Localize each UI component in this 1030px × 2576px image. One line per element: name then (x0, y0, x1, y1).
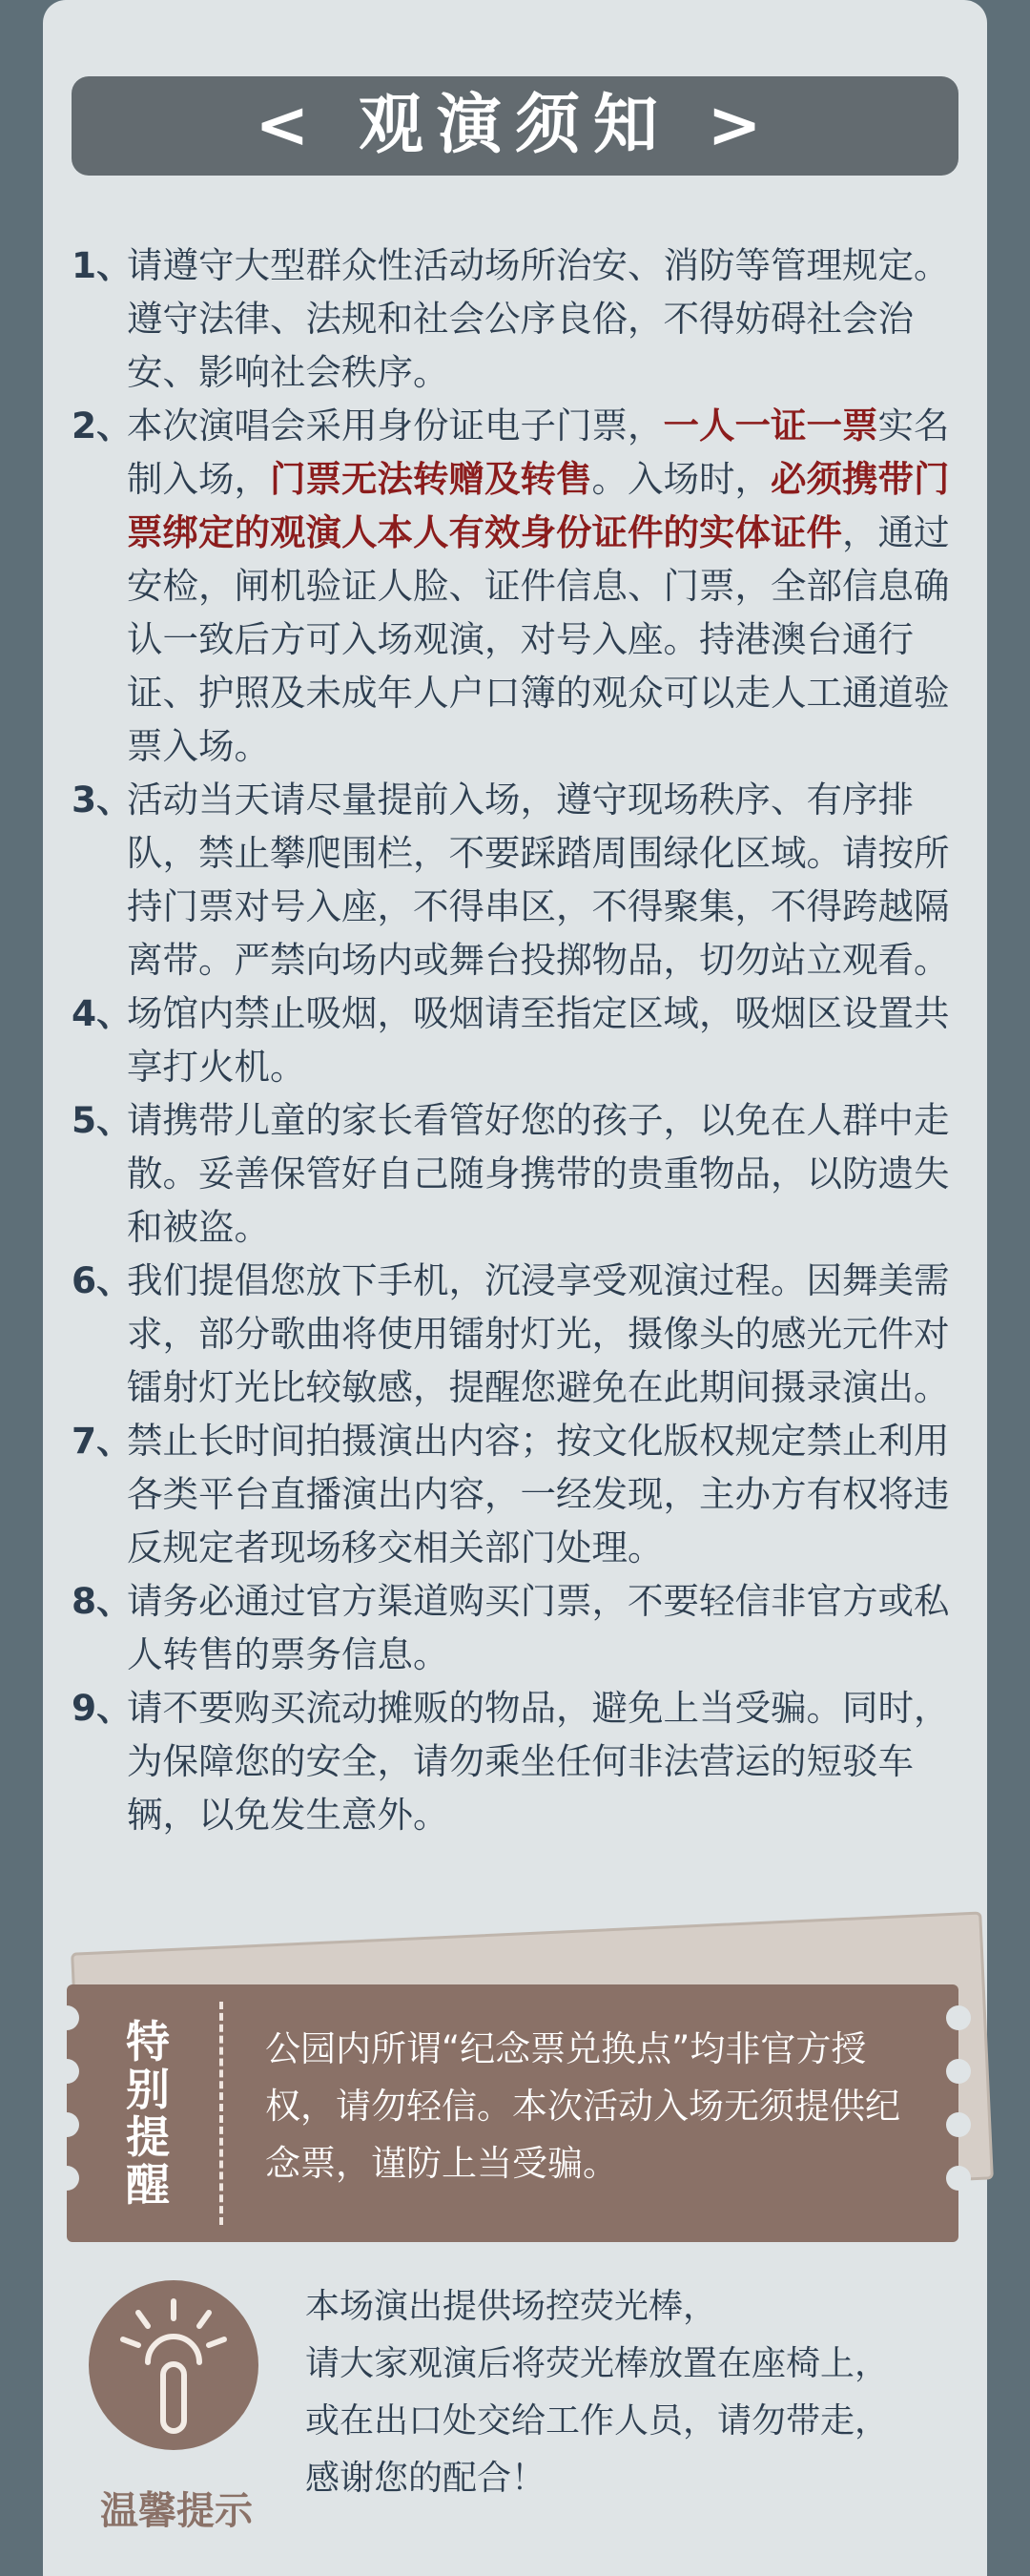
rule-number: 6、 (72, 1259, 133, 1301)
rule-text: 活动当天请尽量提前入场，遵守现场秩序、有序排队，禁止攀爬围栏，不要踩踏周围绿化区域。请按所持门票对号入座，不得串区，不得聚集，不得跨越隔离带。严禁向场内或舞台投掷物品，切勿站立观看。 (127, 779, 950, 981)
rule-text: ，通过安检，闸机验证人脸、证件信息、门票，全部信息确认一致后方可入场观演，对号入座。持港澳台通行证、护照及未成年人户口簿的观众可以走人工通道验票入场。 (127, 511, 950, 767)
stub-char: 提 (126, 2111, 170, 2163)
ticket-notch (54, 2059, 79, 2084)
stub-char: 特 (126, 2016, 170, 2067)
glow-stick-icon (89, 2280, 258, 2450)
rule-highlight: 必须携带门票绑定的观演人本人有效身份证件的实体证件 (127, 458, 950, 553)
ticket-notch (946, 2112, 971, 2137)
rule-item (72, 1414, 963, 1574)
ticket-perforation (219, 2002, 223, 2225)
rule-text: 我们提倡您放下手机，沉浸享受观演过程。因舞美需求，部分歌曲将使用镭射灯光，摄像头的感光元件对镭射灯光比较敏感，提醒您避免在此期间摄录演出。 (127, 1259, 950, 1408)
rule-highlight: 一人一证一票 (663, 405, 878, 447)
rule-text: 场馆内禁止吸烟，吸烟请至指定区域，吸烟区设置共享打火机。 (127, 992, 950, 1088)
special-reminder-text: 公园内所谓“纪念票兑换点”均非官方授权，请勿轻信。本次活动入场无须提供纪念票，谨防上当受骗。 (265, 2028, 900, 2184)
ticket-notch (54, 2166, 79, 2191)
rule-text: 禁止长时间拍摄演出内容；按文化版权规定禁止利用各类平台直播演出内容，一经发现，主办方有权将违反规定者现场移交相关部门处理。 (127, 1420, 950, 1568)
rule-number: 5、 (72, 1099, 133, 1141)
rule-text: 。入场时， (591, 458, 771, 500)
rule-number: 9、 (72, 1687, 133, 1729)
rule-highlight: 门票无法转赠及转售 (270, 458, 592, 500)
ticket-notch (946, 2059, 971, 2084)
rule-text: 实名制入场， (127, 405, 950, 500)
warm-tip-badge (89, 2280, 258, 2450)
rule-item (72, 773, 963, 987)
rule-number: 8、 (72, 1580, 133, 1622)
ticket-notch (54, 2112, 79, 2137)
warm-tip-text (305, 2278, 963, 2507)
ticket-notch (946, 2166, 971, 2191)
rules-list (72, 239, 963, 1841)
rule-number: 2、 (72, 405, 133, 447)
rule-item (72, 987, 963, 1093)
stub-char: 别 (126, 2064, 170, 2115)
rule-text: 请务必通过官方渠道购买门票，不要轻信非官方或私人转售的票务信息。 (127, 1580, 950, 1675)
rule-number: 7、 (72, 1420, 133, 1462)
rule-item (72, 1254, 963, 1414)
rule-item (72, 239, 963, 399)
warm-tip-line: 本场演出提供场控荧光棒， (305, 2287, 718, 2326)
rule-text: 请遵守大型群众性活动场所治安、消防等管理规定。遵守法律、法规和社会公序良俗，不得妨碍社会治安、影响社会秩序。 (127, 244, 950, 393)
rule-text: 本次演唱会采用身份证电子门票， (127, 405, 664, 447)
rule-item (72, 1093, 963, 1254)
rule-number: 1、 (72, 244, 133, 286)
stub-char: 醒 (126, 2159, 170, 2211)
rule-item (72, 399, 963, 773)
ticket-notch (946, 2005, 971, 2030)
notice-card (43, 0, 987, 2576)
rule-number: 4、 (72, 992, 133, 1034)
warm-tip-label: 温馨提示 (100, 2489, 253, 2533)
rule-item (72, 1681, 963, 1841)
warm-tip-line: 或在出口处交给工作人员，请勿带走， (305, 2401, 890, 2441)
page-title: < 观演须知 > (72, 76, 958, 176)
rule-text: 请携带儿童的家长看管好您的孩子，以免在人群中走散。妥善保管好自己随身携带的贵重物品，以防遗失和被盗。 (127, 1099, 950, 1248)
warm-tip-line: 感谢您的配合！ (305, 2459, 546, 2498)
rule-text: 请不要购买流动摊贩的物品，避免上当受骗。同时，为保障您的安全，请勿乘坐任何非法营运的短驳车辆，以免发生意外。 (127, 1687, 950, 1836)
rule-number: 3、 (72, 779, 133, 821)
special-reminder-title (114, 2018, 181, 2209)
ticket-notch (54, 2005, 79, 2030)
rule-item (72, 1574, 963, 1681)
special-reminder-ticket (67, 1984, 958, 2242)
warm-tip-line: 请大家观演后将荧光棒放置在座椅上， (305, 2344, 890, 2383)
